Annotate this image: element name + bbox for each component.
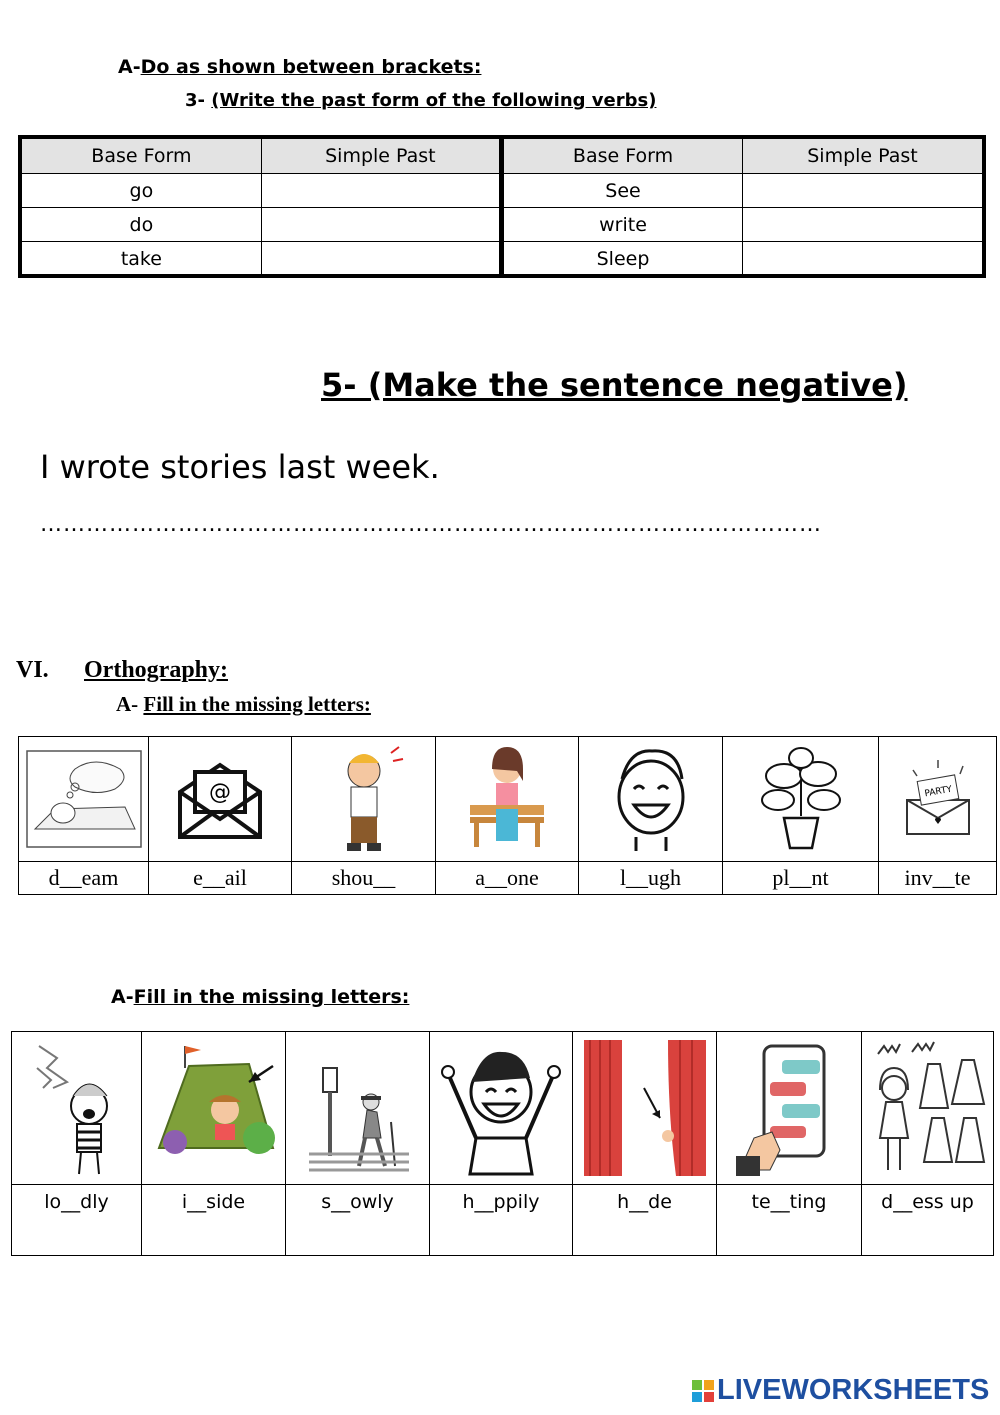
verb-table-right (502, 139, 982, 275)
missing-letter-word[interactable]: l__ugh (579, 862, 723, 895)
base-verb: take (22, 242, 261, 276)
section-a2-letter: A- (111, 986, 134, 1008)
missing-letter-word[interactable]: e__ail (149, 862, 292, 895)
section-a2-heading (111, 986, 409, 1008)
base-verb: do (22, 208, 261, 242)
boy-inside-tent-icon (142, 1032, 286, 1185)
svg-text:PARTY: PARTY (923, 784, 953, 800)
dress-up-girl-icon (862, 1032, 994, 1185)
past-answer-field[interactable] (261, 208, 500, 242)
orthography-title: Orthography: (84, 657, 228, 683)
past-answer-field[interactable] (261, 174, 500, 208)
missing-letter-word[interactable]: d__eam (19, 862, 149, 895)
base-verb: See (503, 174, 743, 208)
missing-letter-word[interactable]: lo__dly (12, 1185, 142, 1256)
missing-letter-word[interactable]: shou__ (292, 862, 436, 895)
header-simple-past: Simple Past (261, 139, 500, 174)
hiding-curtain-icon (573, 1032, 717, 1185)
base-verb: write (503, 208, 743, 242)
email-envelope-icon (149, 737, 292, 862)
missing-letter-word[interactable]: te__ting (717, 1185, 862, 1256)
header-simple-past: Simple Past (743, 139, 983, 174)
sub-letter: A- (116, 692, 139, 716)
verb-table (18, 135, 986, 278)
section-a-title: Do as shown between brackets: (140, 56, 482, 78)
missing-letter-word[interactable]: h__de (573, 1185, 717, 1256)
potted-plant-icon (723, 737, 879, 862)
orthography-subheading (116, 692, 371, 717)
liveworksheets-logo (692, 1374, 989, 1407)
section-a-heading (118, 56, 481, 78)
past-answer-field[interactable] (743, 242, 983, 276)
sub-title: Fill in the missing letters: (143, 692, 371, 716)
section-a2-title: Fill in the missing letters: (133, 986, 410, 1008)
question-5-heading: 5- (Make the sentence negative) (321, 366, 908, 404)
header-base-form: Base Form (503, 139, 743, 174)
missing-letter-word[interactable]: s__owly (286, 1185, 430, 1256)
dreaming-child-icon (19, 737, 149, 862)
question-3-heading (185, 90, 656, 111)
missing-letter-word[interactable]: a__one (436, 862, 579, 895)
sentence-text: I wrote stories last week. (40, 448, 440, 486)
base-verb: go (22, 174, 261, 208)
past-answer-field[interactable] (743, 208, 983, 242)
missing-letter-word[interactable]: pl__nt (723, 862, 879, 895)
q3-title: (Write the past form of the following verbs) (211, 90, 657, 111)
base-verb: Sleep (503, 242, 743, 276)
picture-grid-2 (11, 1031, 994, 1256)
missing-letter-word[interactable]: h__ppily (430, 1185, 573, 1256)
answer-line[interactable]: ………………………………………………………………………………………… (40, 512, 822, 537)
loud-thunder-girl-icon (12, 1032, 142, 1185)
picture-grid-1 (18, 736, 997, 895)
laughing-boy-icon (579, 737, 723, 862)
happy-boy-icon (430, 1032, 573, 1185)
past-answer-field[interactable] (261, 242, 500, 276)
section-numeral: VI. (16, 657, 49, 683)
old-man-walking-icon (286, 1032, 430, 1185)
svg-text:@: @ (209, 780, 231, 805)
brand-name: LIVEWORKSHEETS (717, 1374, 990, 1406)
shouting-boy-icon (292, 737, 436, 862)
missing-letter-word[interactable]: inv__te (879, 862, 997, 895)
missing-letter-word[interactable]: i__side (142, 1185, 286, 1256)
girl-alone-bench-icon (436, 737, 579, 862)
party-invitation-icon (879, 737, 997, 862)
texting-phone-icon (717, 1032, 862, 1185)
header-base-form: Base Form (22, 139, 261, 174)
q3-number: 3- (185, 90, 205, 111)
verb-table-left (22, 139, 502, 275)
missing-letter-word[interactable]: d__ess up (862, 1185, 994, 1256)
liveworksheets-logo-icon (692, 1380, 714, 1402)
past-answer-field[interactable] (743, 174, 983, 208)
section-a-letter: A- (118, 56, 141, 78)
